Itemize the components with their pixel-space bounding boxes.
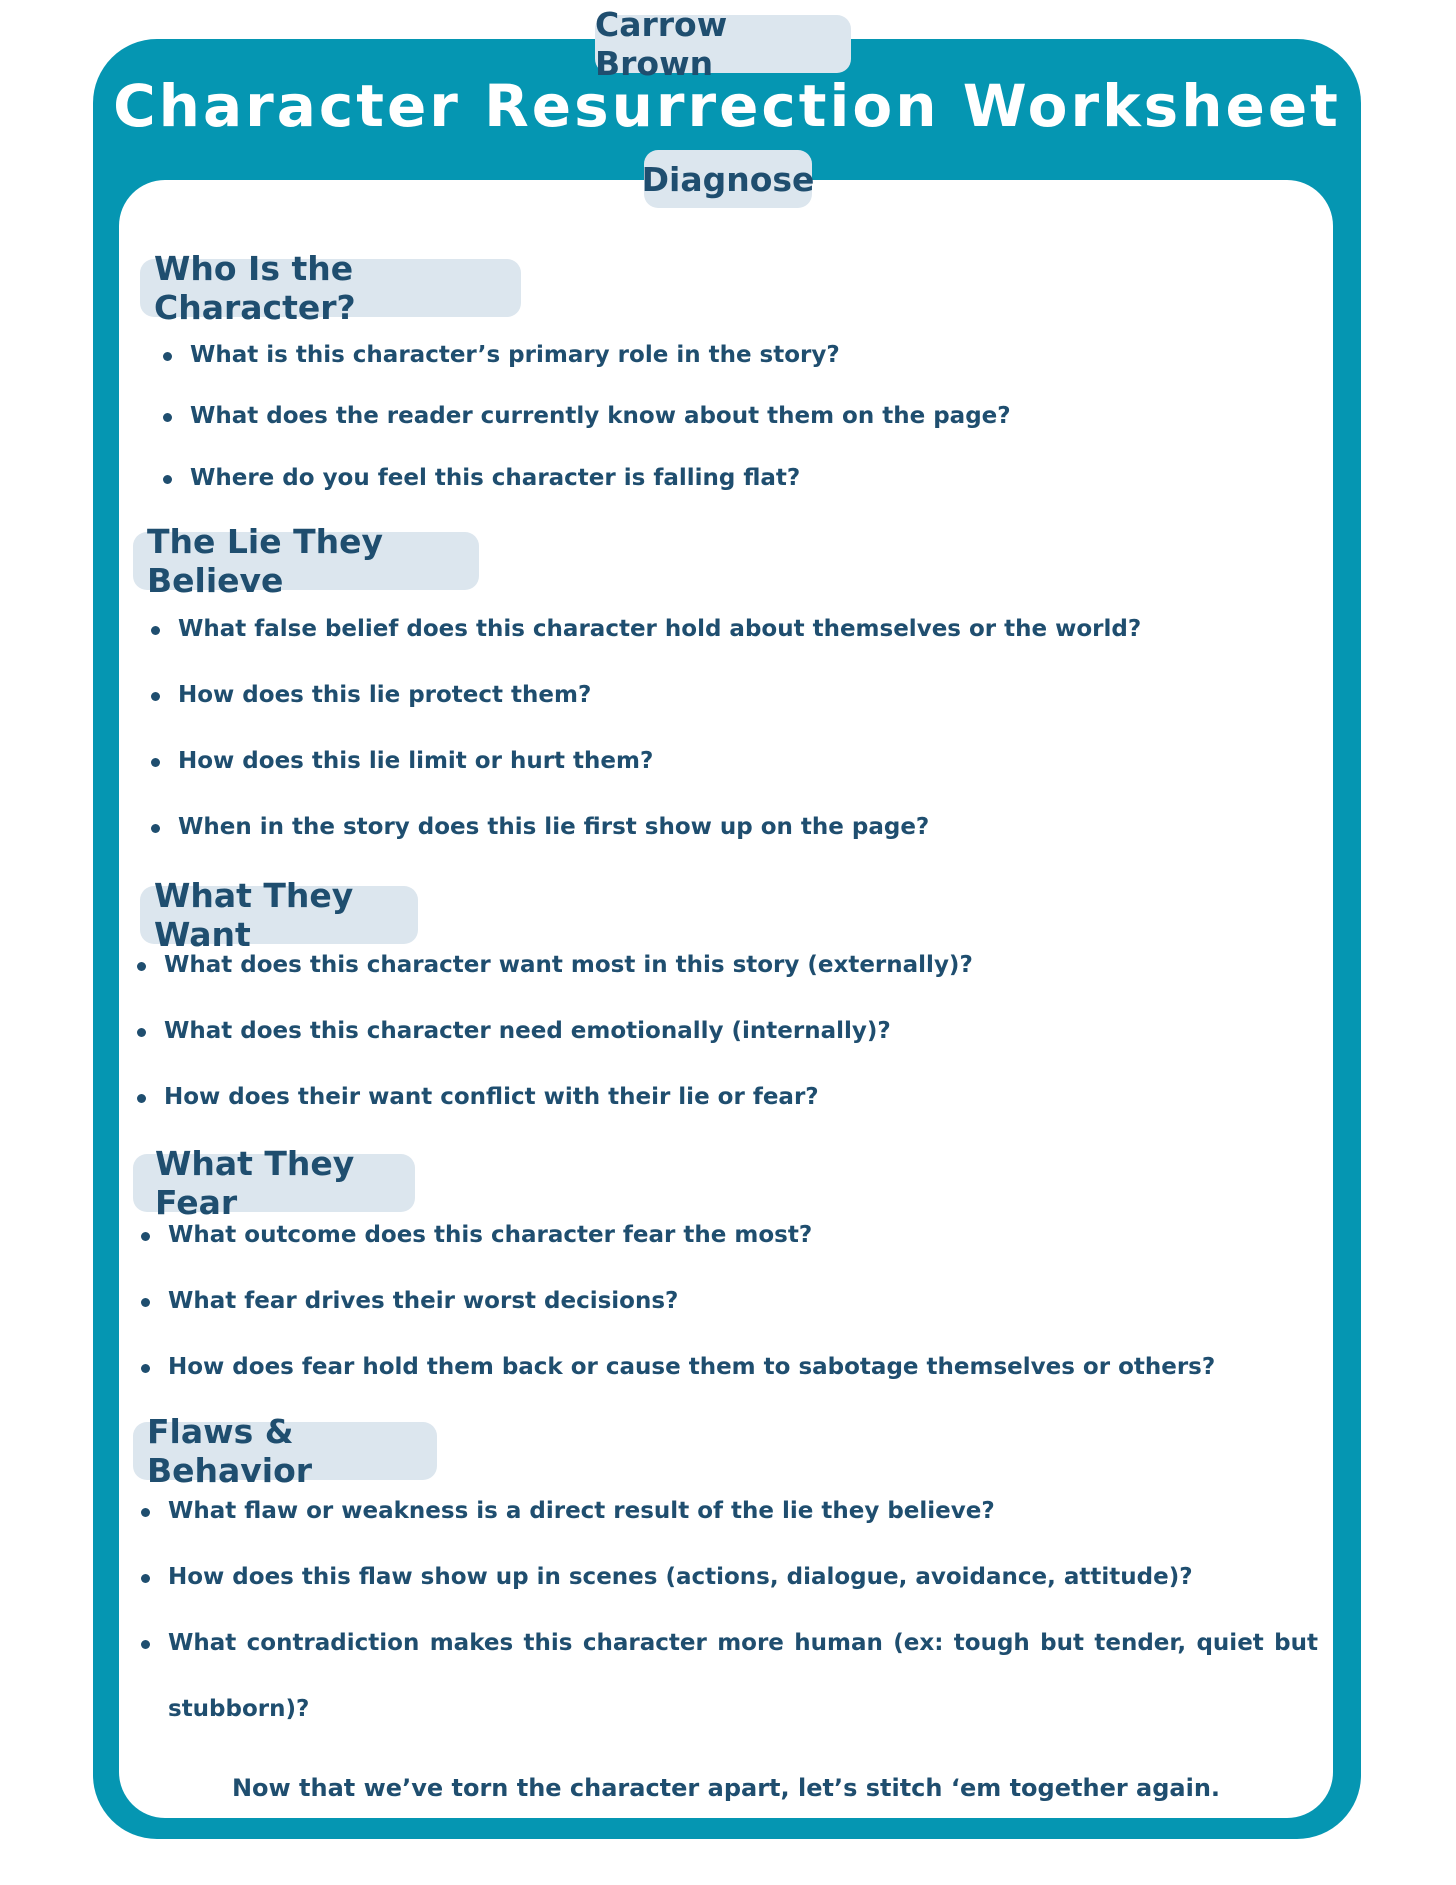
author-badge: Carrow Brown — [595, 15, 851, 73]
section-heading-what-they-want: What They Want — [140, 886, 418, 944]
page-title: Character Resurrection Worksheet — [113, 72, 1341, 140]
question-item: How does this flaw show up in scenes (actions, dialogue, avoidance, attitude)? — [168, 1564, 1193, 1590]
question-item: How does fear hold them back or cause them to sabotage themselves or others? — [168, 1354, 1216, 1380]
question-item: What fear drives their worst decisions? — [168, 1288, 679, 1314]
question-item: What outcome does this character fear the most? — [168, 1222, 813, 1248]
question-item: What flaw or weakness is a direct result of the lie they believe? — [168, 1498, 995, 1524]
question-item: What contradiction makes this character more human (ex: tough but tender, quiet but stubborn)? — [168, 1610, 1318, 1742]
question-item: What does this character need emotionally (internally)? — [164, 1018, 891, 1044]
question-item: How does this lie limit or hurt them? — [178, 748, 654, 774]
question-item: What false belief does this character hold about themselves or the world? — [178, 616, 1142, 642]
question-item: What is this character’s primary role in the story? — [190, 342, 840, 368]
question-item: What does the reader currently know about them on the page? — [190, 403, 1011, 429]
stage-badge: Diagnose — [644, 150, 812, 208]
section-heading-the-lie-they-believe: The Lie They Believe — [133, 532, 479, 590]
question-item: How does this lie protect them? — [178, 682, 592, 708]
question-item: What does this character want most in this story (externally)? — [164, 952, 973, 978]
section-heading-flaws-and-behavior: Flaws & Behavior — [133, 1422, 437, 1480]
question-item: When in the story does this lie first show up on the page? — [178, 814, 930, 840]
section-heading-who-is-the-character: Who Is the Character? — [140, 259, 521, 317]
question-item: Where do you feel this character is falling flat? — [190, 465, 801, 491]
section-heading-what-they-fear: What They Fear — [133, 1154, 415, 1212]
question-item: How does their want conflict with their lie or fear? — [164, 1084, 819, 1110]
closing-line: Now that we’ve torn the character apart, let’s stitch ‘em together again. — [231, 1774, 1221, 1802]
